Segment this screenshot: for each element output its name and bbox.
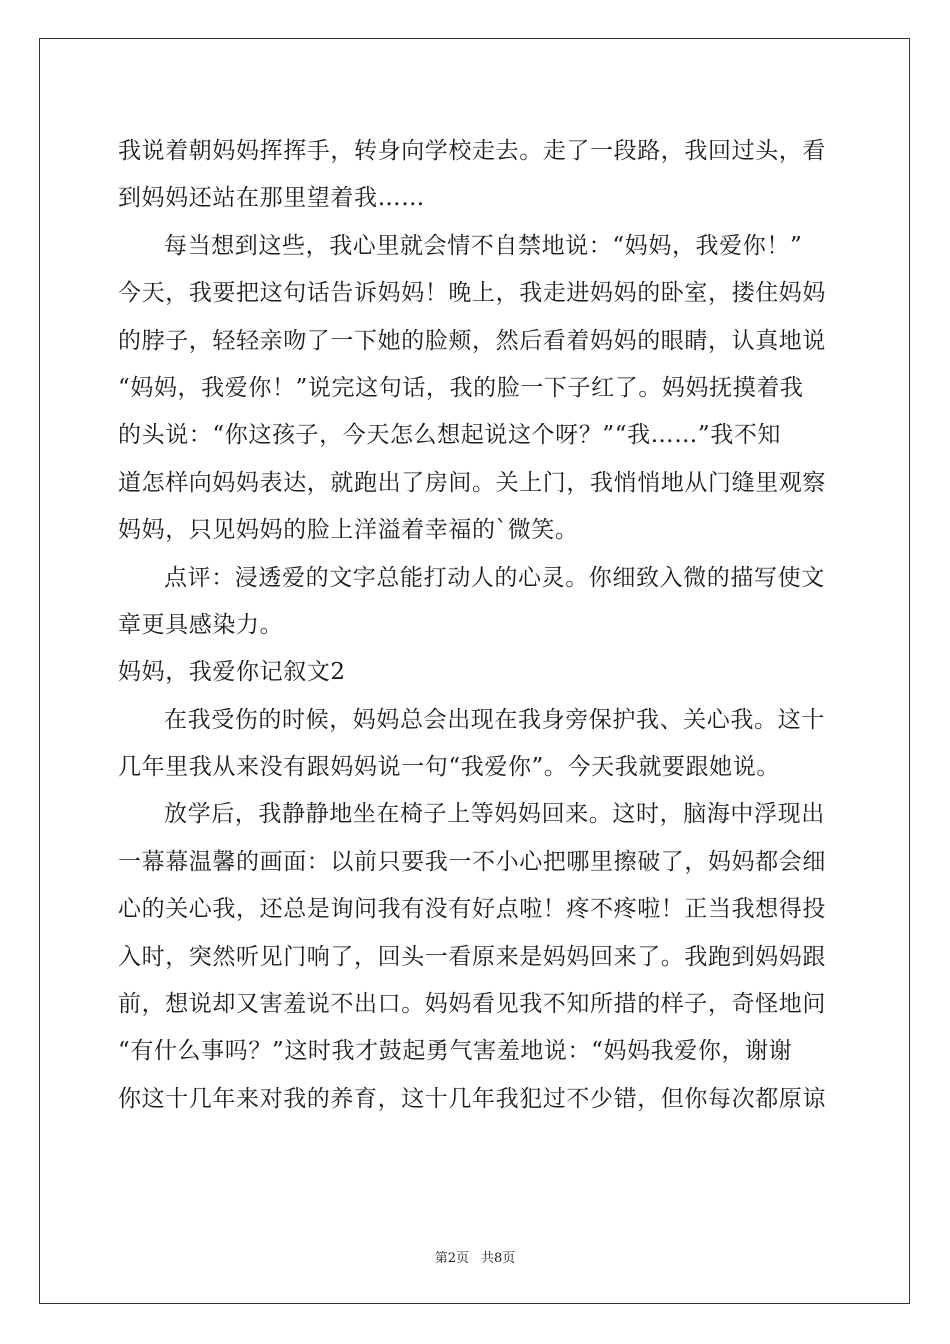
text-line: 妈妈，只见妈妈的脸上洋溢着幸福的`微笑。 [118,517,579,544]
paragraph-start-line: 放学后，我静静地坐在椅子上等妈妈回来。这时，脑海中浮现出 [164,801,825,828]
text-line: 你这十几年来对我的养育，这十几年我犯过不少错，但你每次都原谅 [118,1085,826,1112]
text-line: 几年里我从来没有跟妈妈说一句“我爱你”。今天我就要跟她说。 [118,754,780,781]
text-line: 章更具感染力。 [118,611,284,638]
text-line: 今天，我要把这句话告诉妈妈！晚上，我走进妈妈的卧室，搂住妈妈 [118,280,826,307]
text-line: 前，想说却又害羞说不出口。妈妈看见我不知所措的样子，奇怪地问 [118,991,826,1018]
page-number: 第2页 [434,1251,469,1266]
paragraph-start-line: 在我受伤的时候，妈妈总会出现在我身旁保护我、关心我。这十 [164,706,825,733]
text-line: 的脖子，轻轻亲吻了一下她的脸颊，然后看着妈妈的眼睛，认真地说 [118,327,826,354]
text-line: 我说着朝妈妈挥挥手，转身向学校走去。走了一段路，我回过头，看 [118,138,826,164]
text-line: 到妈妈还站在那里望着我…… [118,185,425,212]
page-total: 共8页 [481,1251,516,1266]
text-line: “妈妈，我爱你！”说完这句话，我的脸一下子红了。妈妈抚摸着我 [118,374,804,401]
page-footer [0,1247,950,1266]
text-line: 入时，突然听见门响了，回头一看原来是妈妈回来了。我跑到妈妈跟 [118,943,826,970]
text-line: 的头说：“你这孩子，今天怎么想起说这个呀？”“我……”我不知 [118,422,782,449]
section-heading: 妈妈，我爱你记叙文2 [118,659,346,686]
paragraph-start-line: 每当想到这些，我心里就会情不自禁地说：“妈妈，我爱你！” [164,232,803,259]
document-body [118,128,833,1123]
comment-line: 点评：浸透爱的文字总能打动人的心灵。你细致入微的描写使文 [164,564,825,591]
text-line: 心的关心我，还总是询问我有没有好点啦！疼不疼啦！正当我想得投 [118,896,826,923]
text-line: 道怎样向妈妈表达，就跑出了房间。关上门，我悄悄地从门缝里观察 [118,469,826,496]
text-line: “有什么事吗？”这时我才鼓起勇气害羞地说：“妈妈我爱你，谢谢 [118,1038,793,1065]
text-line: 一幕幕温馨的画面：以前只要我一不小心把哪里擦破了，妈妈都会细 [118,848,826,875]
